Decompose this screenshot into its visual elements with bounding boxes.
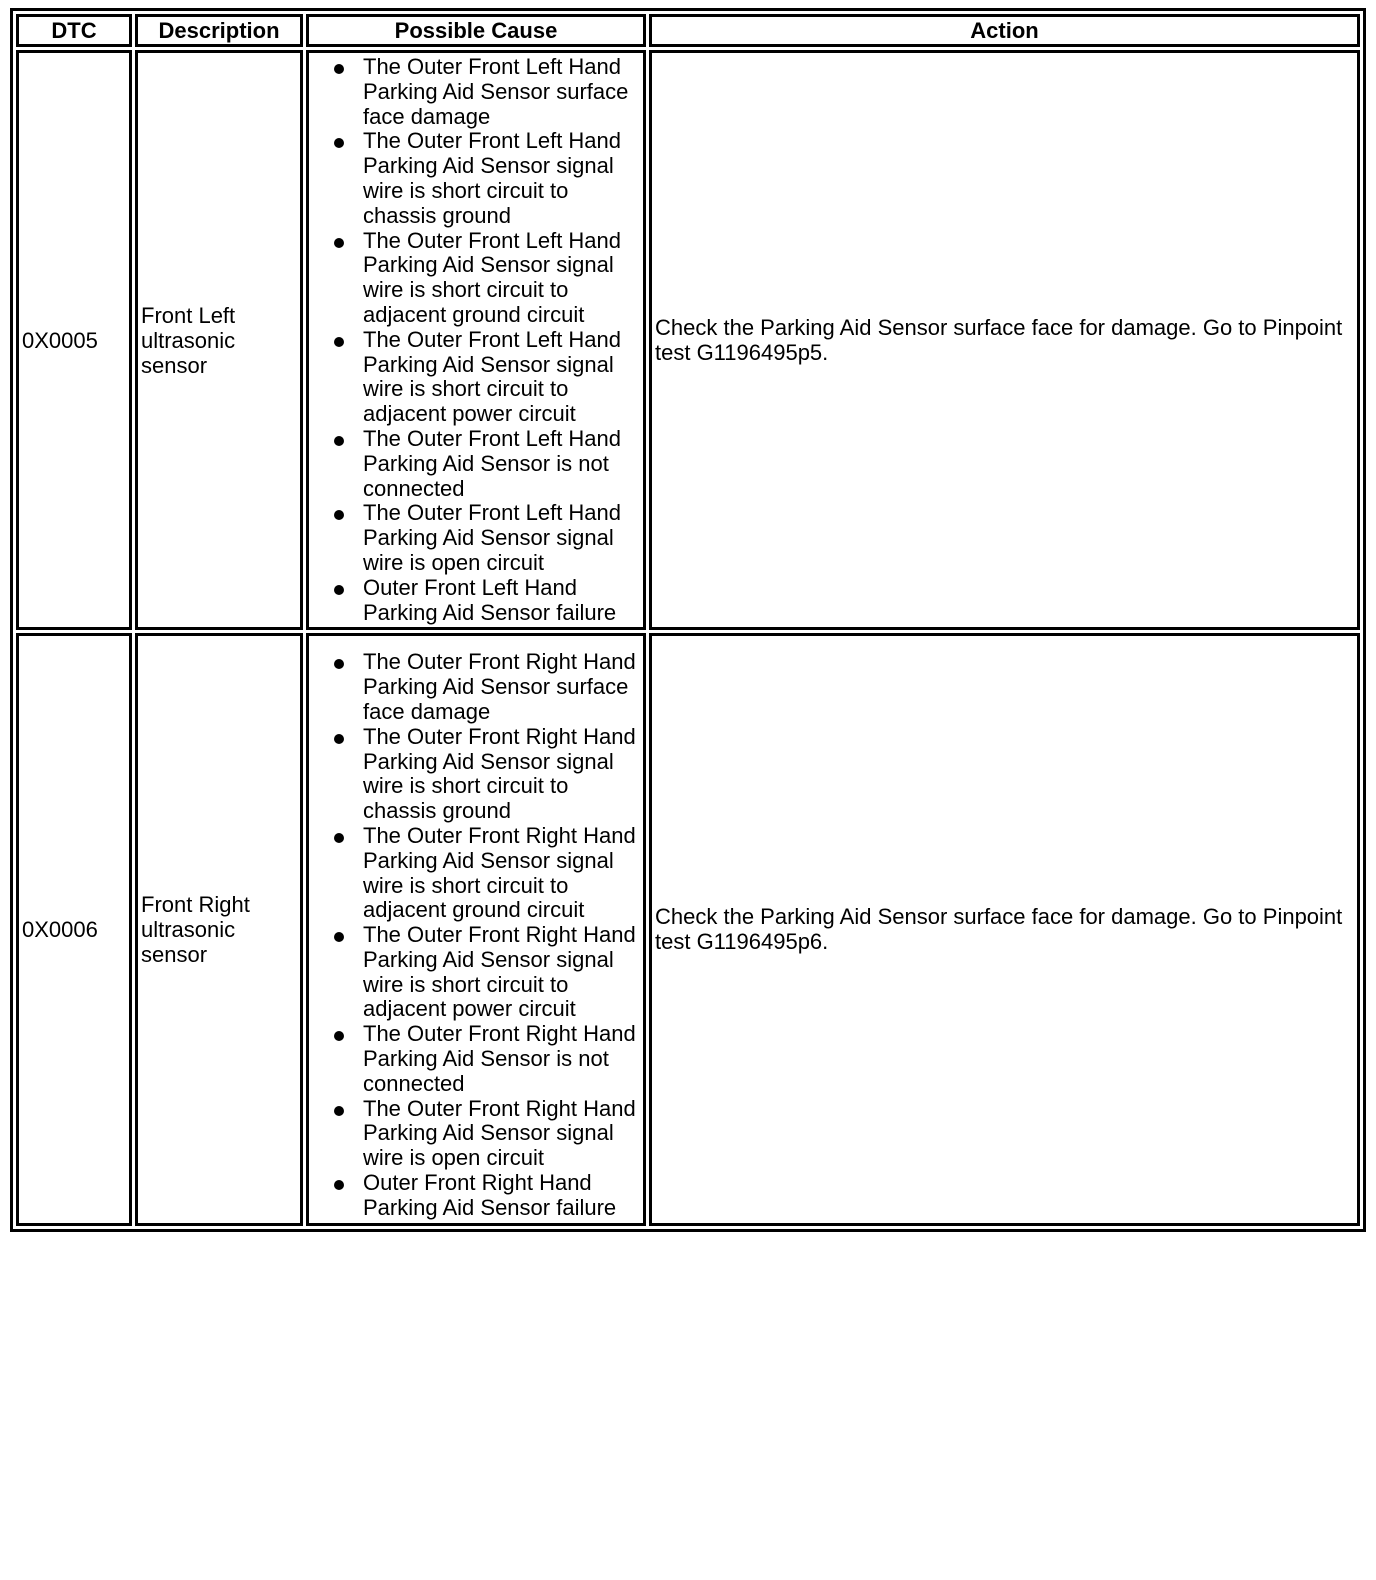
list-item: The Outer Front Right Hand Parking Aid Sensor signal wire is short circuit to adjacent power circuit xyxy=(363,923,640,1022)
dtc-description: Front Left ultrasonic sensor xyxy=(135,50,303,630)
list-item: The Outer Front Left Hand Parking Aid Sensor is not connected xyxy=(363,427,640,501)
cause-list xyxy=(312,55,640,625)
header-description: Description xyxy=(135,14,303,47)
list-item: The Outer Front Right Hand Parking Aid Sensor signal wire is short circuit to adjacent ground circuit xyxy=(363,824,640,923)
cause-list xyxy=(312,650,640,1220)
list-item: The Outer Front Right Hand Parking Aid Sensor signal wire is short circuit to chassis ground xyxy=(363,725,640,824)
possible-cause-cell xyxy=(306,50,646,630)
list-item: The Outer Front Right Hand Parking Aid Sensor is not connected xyxy=(363,1022,640,1096)
list-item: The Outer Front Left Hand Parking Aid Sensor signal wire is open circuit xyxy=(363,501,640,575)
action-text: Check the Parking Aid Sensor surface face for damage. Go to Pinpoint test G1196495p6. xyxy=(649,633,1360,1225)
table-row xyxy=(16,633,1360,1225)
dtc-code: 0X0005 xyxy=(16,50,132,630)
dtc-table xyxy=(10,8,1366,1232)
header-possible-cause: Possible Cause xyxy=(306,14,646,47)
table-row xyxy=(16,50,1360,630)
list-item: The Outer Front Left Hand Parking Aid Sensor signal wire is short circuit to chassis ground xyxy=(363,129,640,228)
possible-cause-cell xyxy=(306,633,646,1225)
header-action: Action xyxy=(649,14,1360,47)
list-item: The Outer Front Right Hand Parking Aid Sensor signal wire is open circuit xyxy=(363,1097,640,1171)
list-item: Outer Front Left Hand Parking Aid Sensor failure xyxy=(363,576,640,626)
header-dtc: DTC xyxy=(16,14,132,47)
list-item: The Outer Front Left Hand Parking Aid Sensor signal wire is short circuit to adjacent ground circuit xyxy=(363,229,640,328)
list-item: The Outer Front Right Hand Parking Aid Sensor surface face damage xyxy=(363,650,640,724)
list-item: The Outer Front Left Hand Parking Aid Sensor surface face damage xyxy=(363,55,640,129)
dtc-code: 0X0006 xyxy=(16,633,132,1225)
dtc-description: Front Right ultrasonic sensor xyxy=(135,633,303,1225)
action-text: Check the Parking Aid Sensor surface face for damage. Go to Pinpoint test G1196495p5. xyxy=(649,50,1360,630)
list-item: The Outer Front Left Hand Parking Aid Sensor signal wire is short circuit to adjacent power circuit xyxy=(363,328,640,427)
dtc-table-container xyxy=(10,8,1366,1232)
list-item: Outer Front Right Hand Parking Aid Sensor failure xyxy=(363,1171,640,1221)
table-header-row xyxy=(16,14,1360,47)
